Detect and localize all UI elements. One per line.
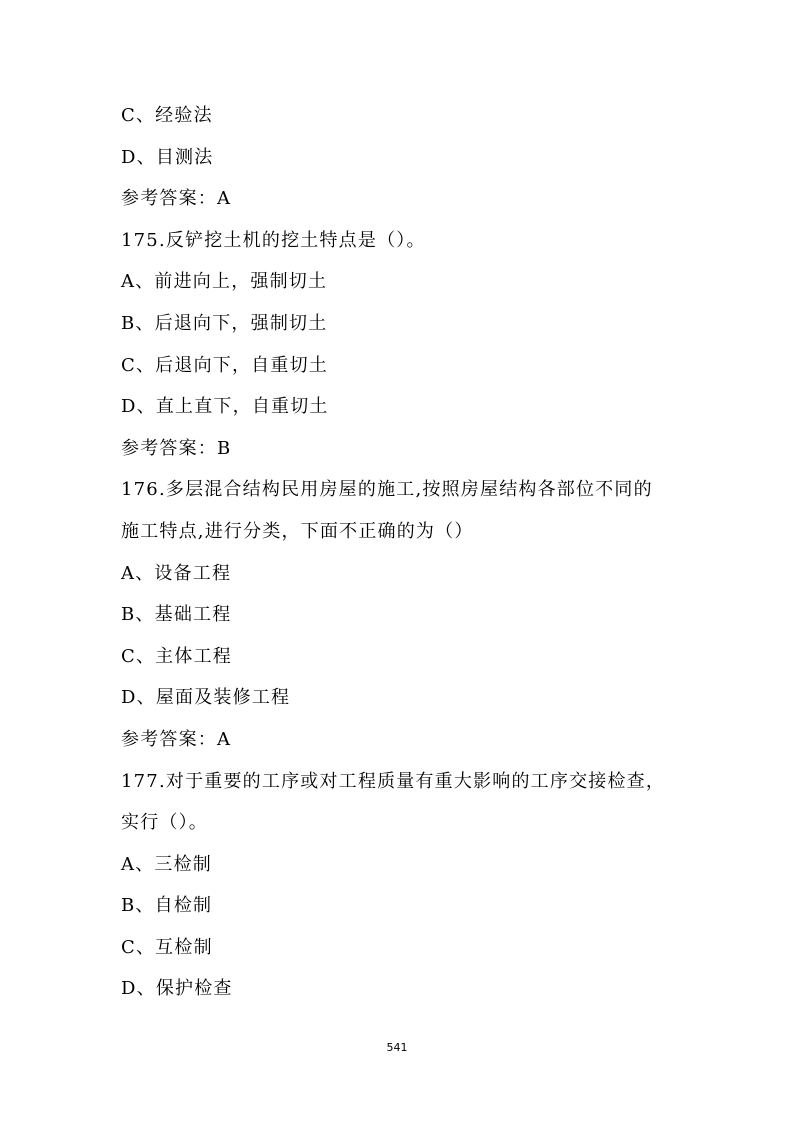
q175-option-d: D、直上直下，自重切土 xyxy=(121,396,329,418)
option-c-prev: C、经验法 xyxy=(121,105,213,126)
answer-175: 参考答案：B xyxy=(121,437,232,459)
q176-option-b: B、基础工程 xyxy=(121,604,232,626)
q176-option-a: A、设备工程 xyxy=(121,562,232,584)
answer-174: 参考答案：A xyxy=(121,188,232,210)
q176-option-d: D、屋面及装修工程 xyxy=(121,687,291,709)
q176-option-c: C、主体工程 xyxy=(121,645,232,667)
question-177-line-2: 实行（）。 xyxy=(121,812,208,834)
q175-option-c: C、后退向下，自重切土 xyxy=(121,354,328,376)
q177-option-d: D、保护检查 xyxy=(121,978,233,1000)
question-176-line-1: 176.多层混合结构民用房屋的施工,按照房屋结构各部位不同的 xyxy=(121,479,653,501)
q175-option-a: A、前进向上，强制切土 xyxy=(121,271,328,293)
q175-option-b: B、后退向下，强制切土 xyxy=(121,312,328,334)
question-176-line-2: 施工特点,进行分类，下面不正确的为（） xyxy=(121,520,474,542)
answer-176: 参考答案：A xyxy=(121,728,232,750)
option-d-prev: D、目测法 xyxy=(121,146,214,168)
page-number: 541 xyxy=(386,1041,408,1054)
q177-option-c: C、互检制 xyxy=(121,936,213,958)
question-177-line-1: 177.对于重要的工序或对工程质量有重大影响的工序交接检查， xyxy=(121,770,666,792)
question-175: 175.反铲挖土机的挖土特点是（）。 xyxy=(121,229,426,251)
q177-option-b: B、自检制 xyxy=(121,895,213,917)
q177-option-a: A、三检制 xyxy=(121,853,212,875)
page-content xyxy=(121,95,701,1010)
